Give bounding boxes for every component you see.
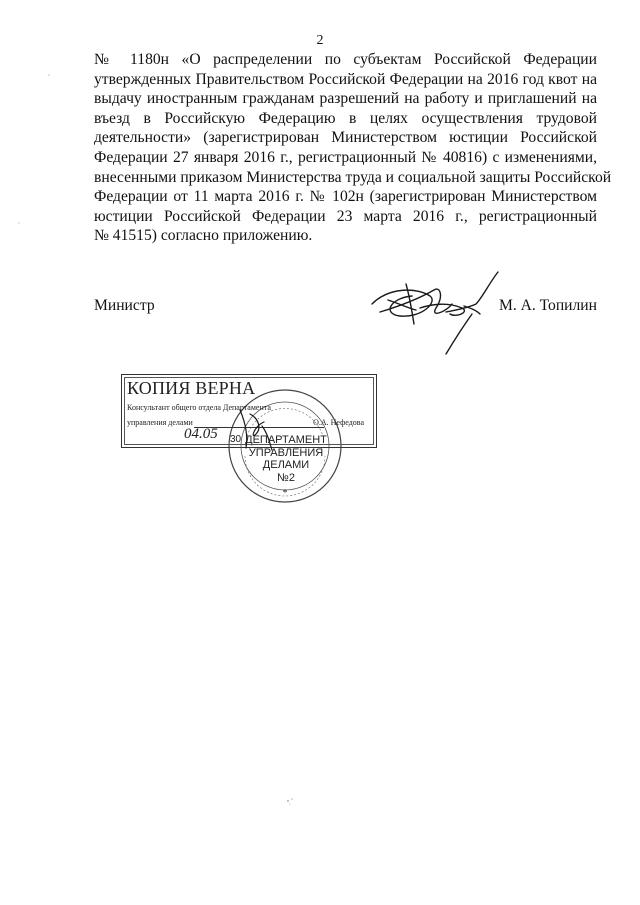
minister-name: М. А. Топилин [498, 297, 597, 314]
seal-line: ДЕЛАМИ [262, 459, 310, 471]
body-line: въезд в Российскую Федерацию в целях осуществления трудовой [94, 109, 597, 127]
scan-speck [46, 72, 52, 78]
stamp-position: Консультант общего отдела Департамента [127, 403, 271, 412]
body-line: внесенными приказом Министерства труда и социальной защиты Российской [94, 168, 612, 186]
body-line: деятельности» (зарегистрирован Министерством юстиции Российской [94, 129, 597, 147]
minister-title: Министр [94, 297, 155, 314]
stamp-department: управления делами [127, 418, 193, 427]
stamp-initials-scribble [232, 404, 292, 454]
body-line: № 1180н «О распределении по субъектам Российской Федерации [94, 51, 597, 68]
stamp-heading: КОПИЯ ВЕРНА [127, 378, 256, 398]
body-line-last: № 41515) согласно приложению. [94, 227, 313, 245]
body-paragraph [94, 50, 612, 246]
seal-number-prefix: 30 [230, 434, 242, 445]
seal-line: ДЕПАРТАМЕНТ [245, 434, 327, 446]
stamp-handwritten-date: 04.05 [184, 426, 218, 442]
seal-line: УПРАВЛЕНИЯ [248, 446, 324, 459]
page-number: 2 [316, 33, 324, 48]
seal-line: №2 [277, 471, 295, 484]
scan-speck [284, 796, 296, 808]
body-line: Федерации 27 января 2016 г., регистрационный № 40816) с изменениями, [94, 148, 597, 166]
body-line: утвержденных Правительством Российской Федерации на 2016 год квот на [94, 70, 597, 88]
body-line: Федерации от 11 марта 2016 г. № 102н (зарегистрирован Министерством [94, 188, 597, 206]
signature-block [94, 297, 597, 321]
body-line: юстиции Российской Федерации 23 марта 2016 г., регистрационный [94, 207, 597, 225]
scan-speck [16, 220, 22, 226]
stamp-signer: О.А. Нефедова [313, 418, 364, 427]
svg-text:*: * [282, 488, 288, 499]
body-line: выдачу иностранным гражданам разрешений на работу и приглашений на [94, 90, 597, 108]
